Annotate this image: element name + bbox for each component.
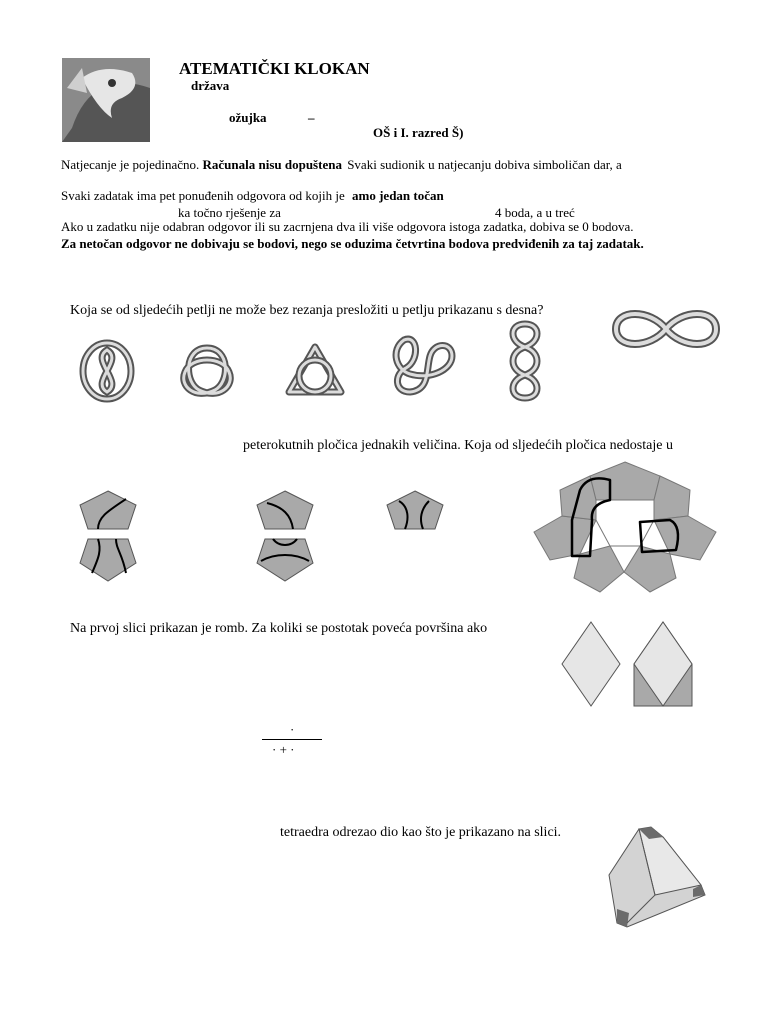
loop-option-b [175,342,239,400]
rules-line-1-plain: Natjecanje je pojedinačno. [61,157,200,172]
loop-option-a [80,340,134,402]
rules-line-3a: ka točno rješenje za [178,205,281,220]
pentagon-ring-figure [530,460,720,595]
rules-line-4: Ako u zadatku nije odabran odgovor ili su zacrnjena dva ili više odgovora istoga zadatka, dobiva se 0 bodova. [61,219,634,234]
fraction-bottom: · + · [272,742,295,757]
tile-option-a [78,489,138,584]
truncated-tetrahedron-figure [605,825,710,930]
rules-line-2-plain: Svaki zadatak ima pet ponuđenih odgovora od kojih je [61,188,345,203]
tile-option-b [255,489,315,584]
fraction-top: · [290,722,295,737]
rules-line-3b: 4 boda, a u treć [495,205,575,220]
question-2-text: peterokutnih pločica jednakih veličina. Koja od sljedećih pločica nedostaje u [243,438,673,453]
loop-option-c [283,342,347,400]
rules-line-2 [61,188,444,204]
date-label: ožujka [229,110,267,125]
subtitle: država [191,78,230,93]
rules-line-2-bold: amo jedan točan [352,188,444,203]
question-3-text: Na prvoj slici prikazan je romb. Za koliki se postotak poveća površina ako [70,621,488,636]
question-1-text: Koja se od sljedećih petlji ne može bez rezanja presložiti u petlju prikazanu s desna? [70,303,544,318]
rhombus-figure [560,620,695,710]
rules-line-1-bold: Računala nisu dopuštena [202,157,342,172]
rules-line-5: Za netočan odgovor ne dobivaju se bodovi, nego se oduzima četvrtina bodova predviđenih za taj zadatak. [61,236,644,251]
fraction-line [262,739,322,740]
dash: – [308,110,315,125]
loop-target-infinity [610,305,722,353]
kangaroo-logo [62,58,150,142]
rules-line-1 [61,157,622,173]
loop-option-e [505,320,545,402]
loop-option-d [390,330,460,402]
tile-option-c [385,489,445,534]
page-title: ATEMATIČKI KLOKAN [179,59,370,78]
grade-label: OŠ i I. razred Š) [373,125,464,140]
question-4-text: tetraedra odrezao dio kao što je prikazano na slici. [280,825,562,840]
rules-line-1-rest: Svaki sudionik u natjecanju dobiva simboličan dar, a [347,157,622,172]
